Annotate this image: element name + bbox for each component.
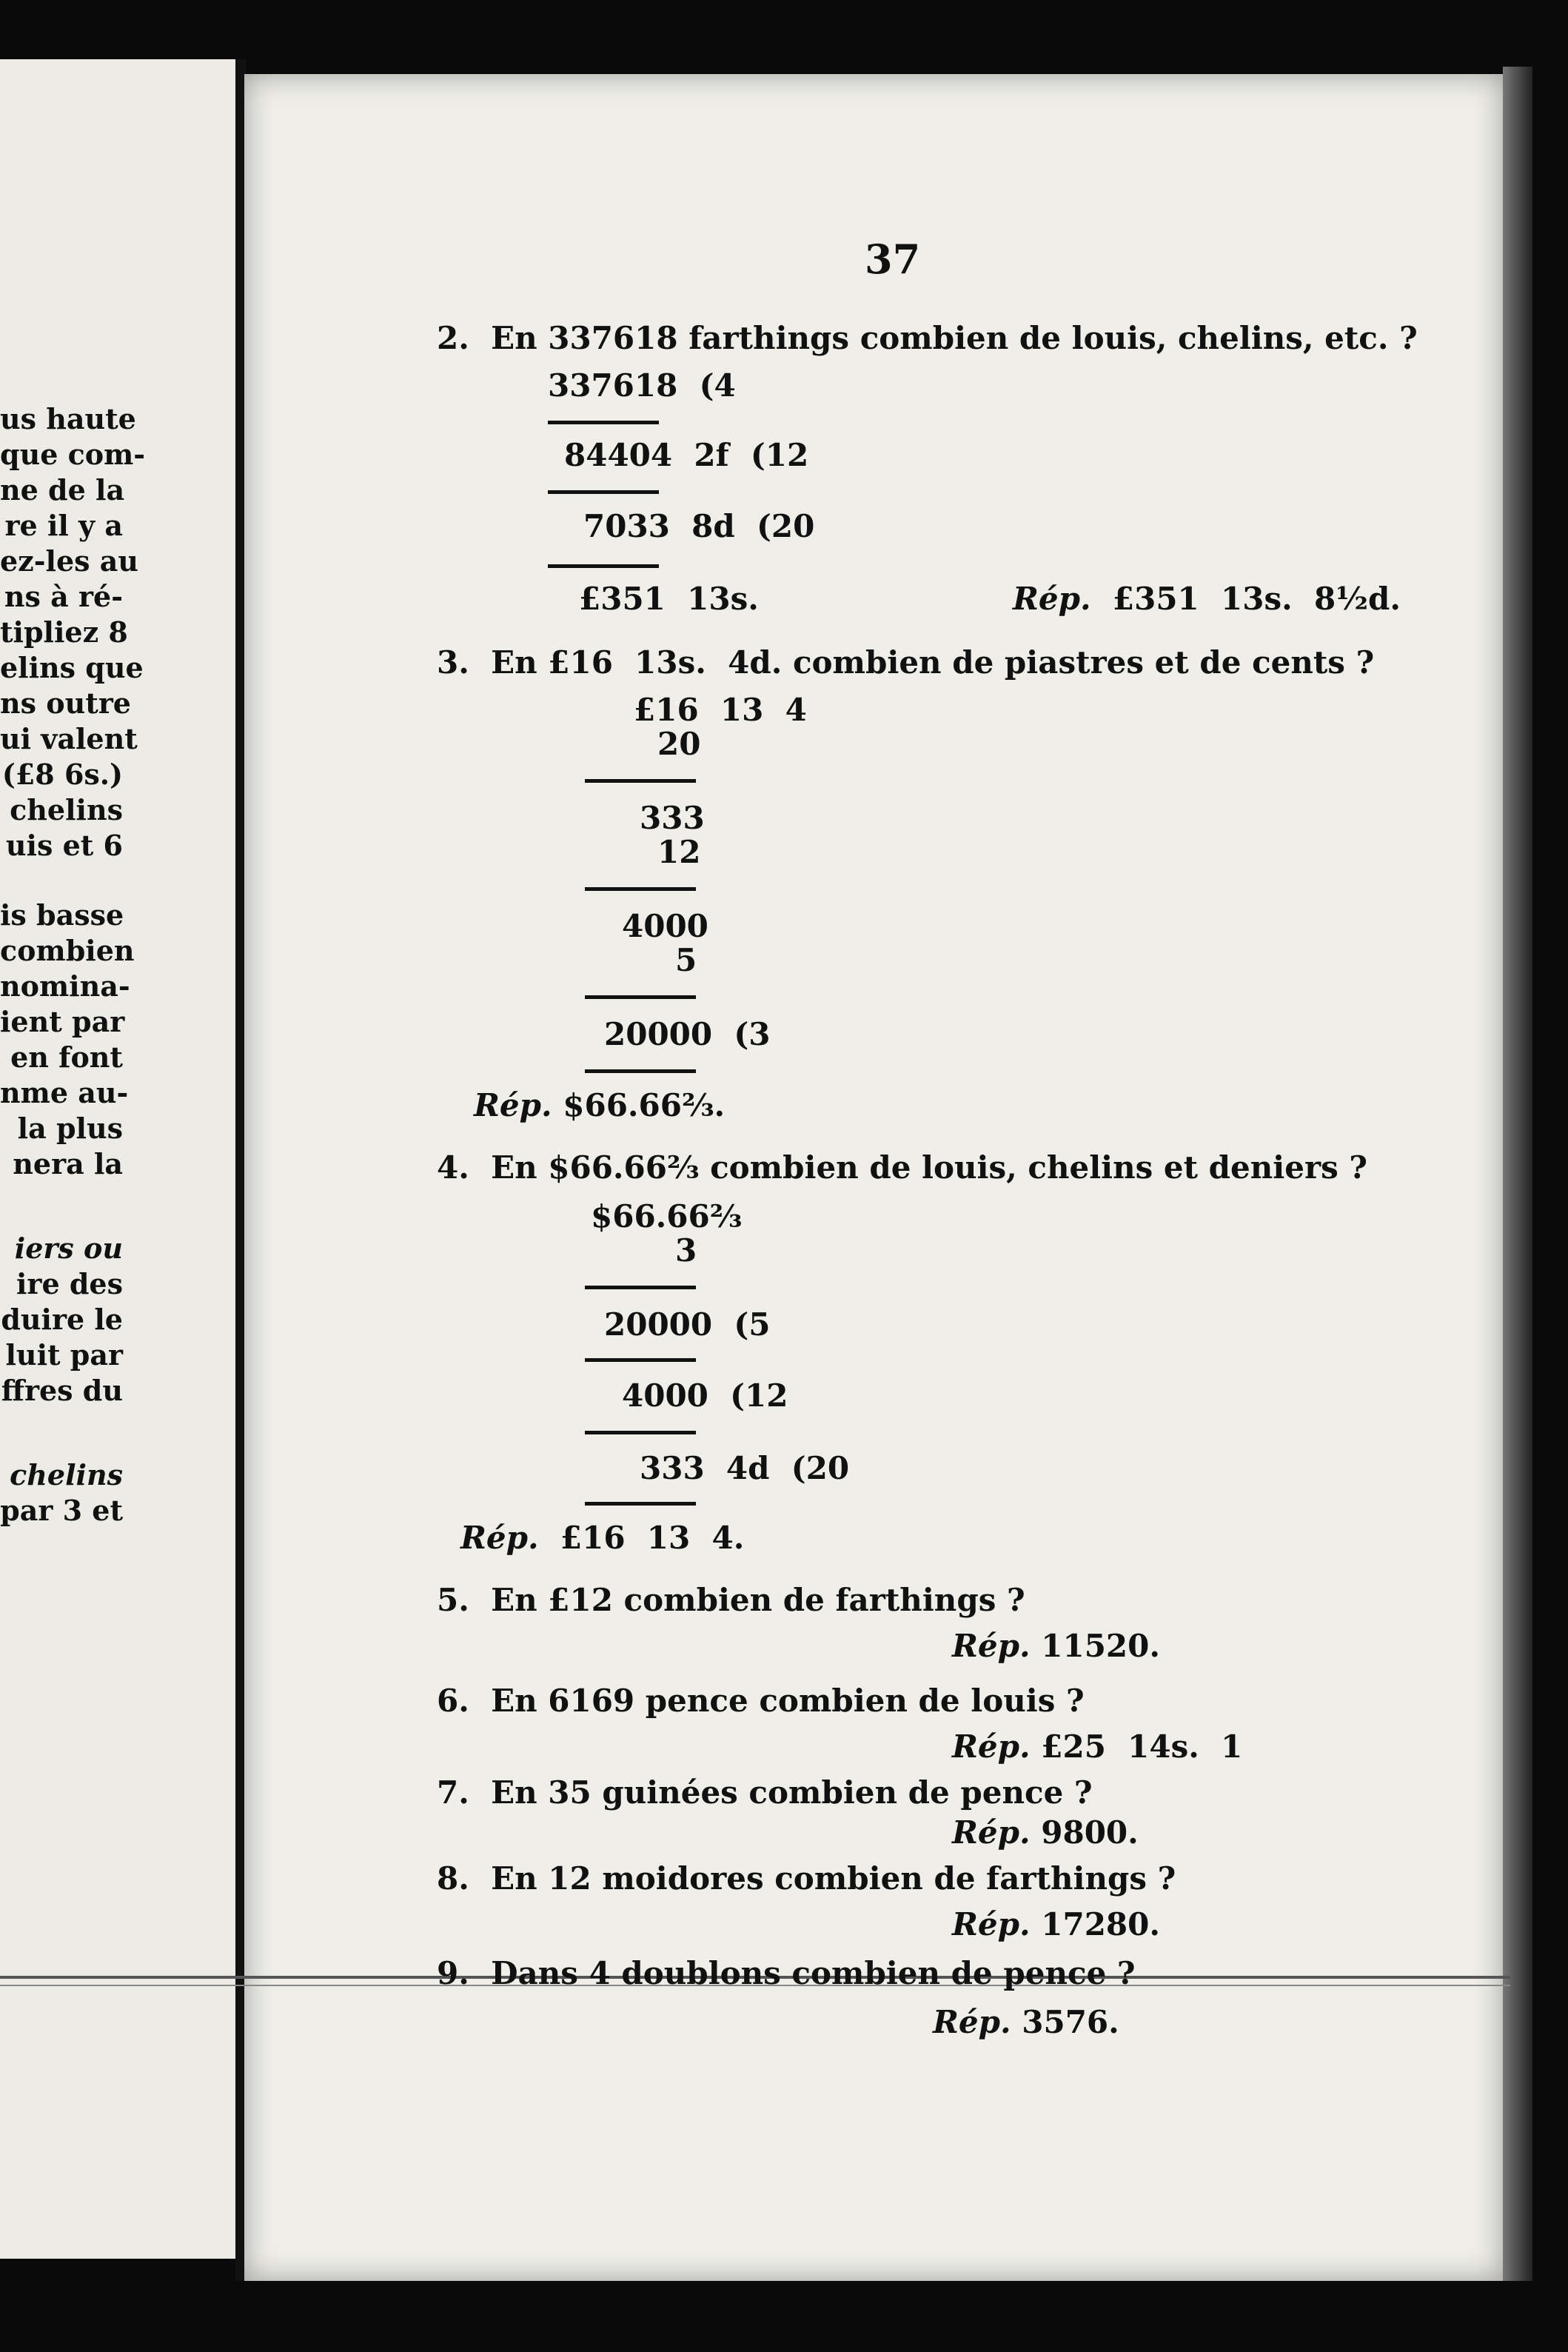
product-line (585, 779, 696, 783)
answer-label: Rép. (933, 2004, 1011, 2040)
left-margin-line: ns à ré- (4, 580, 123, 613)
left-margin-line: luit par (5, 1338, 123, 1372)
problem-4-step: 3 (675, 1232, 697, 1269)
problem-2-step: 7033 8d (20 (583, 508, 815, 544)
problem-8-answer (952, 1906, 1160, 1942)
left-margin-line: iers ou (14, 1232, 123, 1265)
left-margin-line: ui valent (0, 722, 138, 755)
problem-3-step: 5 (675, 942, 697, 978)
problem-8-question: 8. En 12 moidores combien de farthings ? (437, 1860, 1176, 1897)
problem-2-question: 2. En 337618 farthings combien de louis, chelins, etc. ? (437, 320, 1418, 356)
left-margin-line: uis et 6 (5, 829, 123, 862)
answer-label: Rép. (474, 1087, 552, 1123)
division-line (585, 1358, 696, 1362)
problem-4-answer (460, 1520, 744, 1556)
problem-6-answer (952, 1728, 1242, 1765)
problem-3-step: £16 13 4 (634, 692, 807, 728)
problem-4-step: 4000 (12 (622, 1377, 788, 1414)
division-line (548, 421, 659, 424)
problem-5-answer (952, 1628, 1160, 1664)
left-margin-line: ns outre (0, 686, 131, 720)
product-line (585, 1286, 696, 1289)
left-margin-line: par 3 et (0, 1494, 123, 1527)
product-line (585, 995, 696, 999)
division-line (548, 490, 659, 494)
problem-3-question: 3. En £16 13s. 4d. combien de piastres et de cents ? (437, 644, 1375, 681)
problem-5-question: 5. En £12 combien de farthings ? (437, 1582, 1025, 1618)
problem-7-question: 7. En 35 guinées combien de pence ? (437, 1774, 1093, 1811)
left-margin-line: nomina- (0, 969, 130, 1003)
page-edge-shadow (1503, 67, 1532, 2281)
problem-3-step: 12 (657, 834, 701, 870)
problem-4-step: 20000 (5 (604, 1306, 771, 1343)
answer-value: $66.66⅔. (563, 1087, 726, 1123)
problem-6-question: 6. En 6169 pence combien de louis ? (437, 1683, 1085, 1719)
left-margin-line: is basse (0, 898, 124, 932)
problem-3-answer (474, 1087, 725, 1123)
problem-3-step: 333 (640, 800, 705, 836)
left-margin-line: us haute (0, 402, 136, 435)
problem-3-step: 20 (657, 726, 701, 762)
answer-value: 9800. (1041, 1814, 1139, 1851)
answer-label: Rép. (952, 1906, 1031, 1942)
left-margin-line: ire des (16, 1267, 123, 1300)
division-line (585, 1431, 696, 1434)
left-margin-line: chelins (10, 1458, 123, 1491)
division-line (548, 564, 659, 568)
answer-value: 3576. (1022, 2004, 1119, 2040)
problem-2-answer (1013, 581, 1401, 617)
answer-label: Rép. (952, 1628, 1031, 1664)
division-line (585, 1069, 696, 1073)
problem-4-step: $66.66⅔ (591, 1198, 743, 1235)
left-margin-line: re il y a (4, 509, 123, 542)
problem-2-step: 337618 (4 (548, 367, 736, 404)
answer-value: £16 13 4. (560, 1520, 745, 1556)
problem-4-question: 4. En $66.66⅔ combien de louis, chelins et deniers ? (437, 1149, 1367, 1186)
problem-9-answer (933, 2004, 1119, 2040)
answer-label: Rép. (952, 1814, 1031, 1851)
left-margin-line: elins que (0, 651, 144, 684)
answer-value: 11520. (1041, 1628, 1160, 1664)
problem-4-step: 333 4d (20 (640, 1450, 850, 1486)
page-number: 37 (865, 235, 921, 283)
left-margin-line: ez-les au (0, 544, 139, 578)
left-margin-line: combien (0, 934, 135, 967)
answer-value: 17280. (1041, 1906, 1160, 1942)
left-margin-line: tipliez 8 (0, 615, 128, 649)
answer-label: Rép. (1013, 581, 1091, 617)
left-margin-line: en font (10, 1040, 123, 1074)
product-line (585, 887, 696, 891)
left-margin-line: nera la (13, 1147, 123, 1180)
left-margin-line: ffres du (1, 1374, 123, 1407)
problem-3-step: 4000 (622, 908, 708, 944)
answer-value: £351 13s. 8½d. (1112, 581, 1401, 617)
left-margin-line: ne de la (0, 473, 125, 507)
left-margin-line: duire le (1, 1303, 123, 1336)
problem-2-step: 84404 2f (12 (564, 437, 809, 473)
left-page-fragment (0, 59, 235, 2259)
left-margin-line: ient par (0, 1005, 125, 1038)
answer-label: Rép. (952, 1728, 1031, 1765)
problem-3-step: 20000 (3 (604, 1016, 771, 1052)
division-line (585, 1502, 696, 1506)
answer-value: £25 14s. 1 (1041, 1728, 1243, 1765)
left-margin-line: nme au- (0, 1076, 129, 1109)
left-margin-line: que com- (0, 438, 146, 471)
answer-label: Rép. (460, 1520, 539, 1556)
left-margin-line: la plus (17, 1112, 123, 1145)
problem-2-step: £351 13s. (579, 581, 759, 617)
left-margin-line: (£8 6s.) (1, 758, 123, 791)
left-margin-line: chelins (10, 793, 123, 826)
problem-9-question: 9. Dans 4 doublons combien de pence ? (437, 1955, 1136, 1991)
problem-7-answer (952, 1814, 1139, 1851)
